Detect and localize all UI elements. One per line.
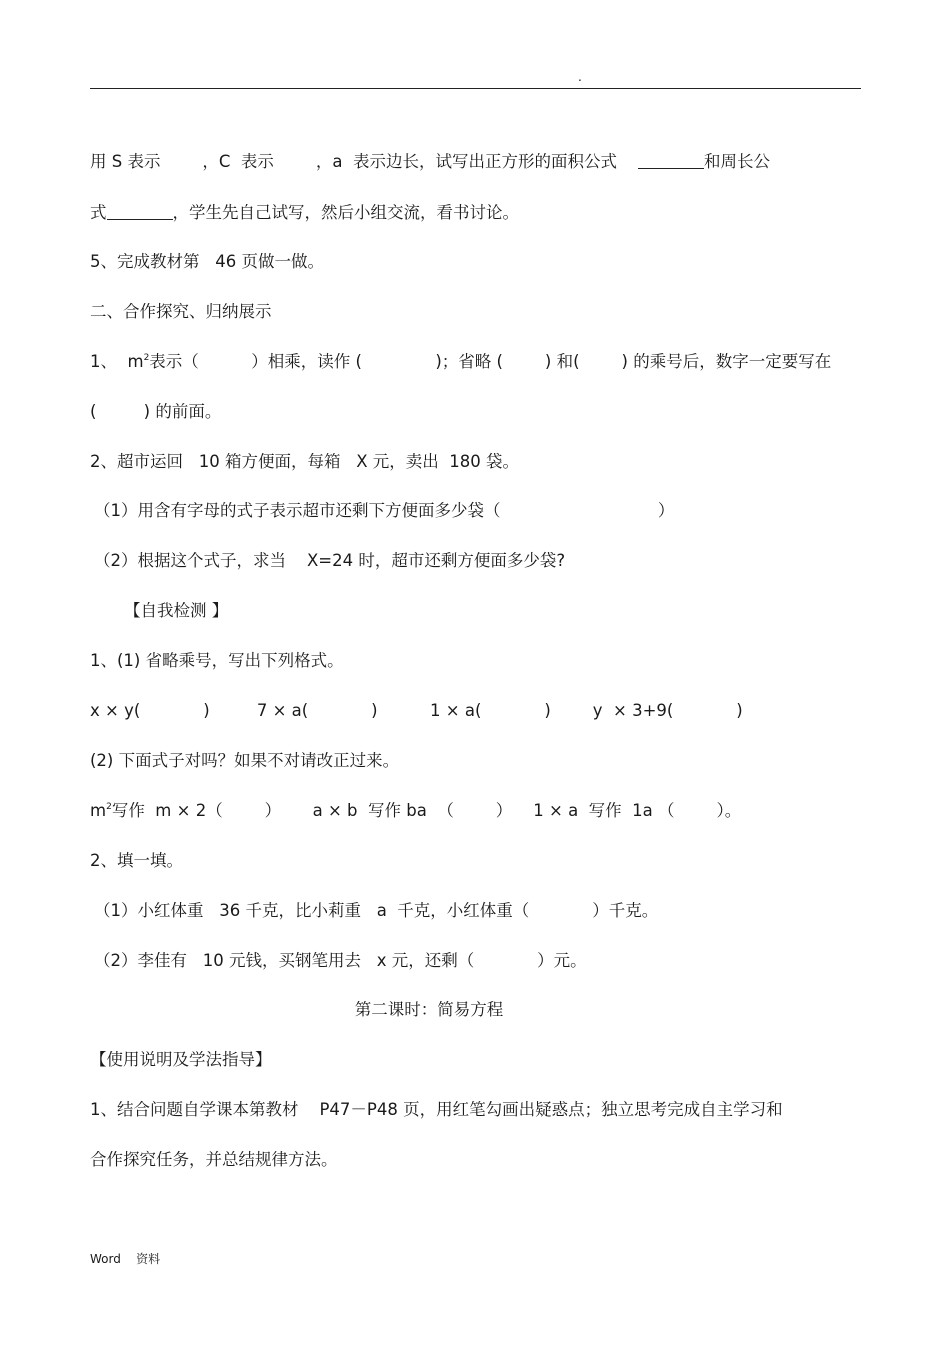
text-segment: 和周长公 <box>703 152 770 171</box>
fill-blank <box>638 152 704 169</box>
text-line: （2）李佳有 10 元钱，买钢笔用去 x 元，还剩（ ）元。 <box>94 951 587 970</box>
section-heading: 二、合作探究、归纳展示 <box>90 302 272 321</box>
header-rule <box>90 88 861 89</box>
text-line: 1、结合问题自学课本第教材 P47－P48 页，用红笔勾画出疑惑点；独立思考完成自主学习和 <box>90 1100 783 1119</box>
text-line <box>90 352 831 372</box>
text-line: (2) 下面式子对吗？如果不对请改正过来。 <box>90 751 400 770</box>
footer-label: Word 资料 <box>90 1252 161 1266</box>
header-dot: . <box>578 70 582 84</box>
text-line <box>90 801 741 821</box>
text-segment: 1、 m <box>90 352 144 371</box>
text-line <box>90 203 519 223</box>
text-line: 2、超市运回 10 箱方便面，每箱 X 元，卖出 180 袋。 <box>90 452 519 471</box>
text-line: x × y( ) 7 × a( ) 1 × a( ) y × 3+9( ) <box>90 701 743 720</box>
text-line: （1）用含有字母的式子表示超市还剩下方便面多少袋（ ） <box>94 501 675 520</box>
text-segment: 用 S 表示 ，C 表示 ，a 表示边长，试写出正方形的面积公式 <box>90 152 638 171</box>
text-line: （2）根据这个式子，求当 X=24 时，超市还剩方便面多少袋? <box>94 551 566 570</box>
text-line: （1）小红体重 36 千克，比小莉重 a 千克，小红体重（ ）千克。 <box>94 901 659 920</box>
text-line: 合作探究任务，并总结规律方法。 <box>90 1150 338 1169</box>
text-segment: 表示（ ）相乘，读作 ( )；省略 ( ) 和( ) 的乘号后，数字一定要写在 <box>149 352 832 371</box>
superscript: 2 <box>143 353 150 363</box>
text-line: 5、完成教材第 46 页做一做。 <box>90 252 324 271</box>
superscript: 2 <box>106 802 112 812</box>
lesson-title: 第二课时：简易方程 <box>354 1000 504 1019</box>
text-line <box>90 152 770 172</box>
section-heading: 【自我检测 】 <box>124 601 229 620</box>
fill-blank <box>107 203 173 220</box>
text-segment: 式 <box>90 203 107 222</box>
text-line: 1、(1) 省略乘号，写出下列格式。 <box>90 651 344 670</box>
text-segment: m <box>90 801 107 820</box>
section-heading: 【使用说明及学法指导】 <box>90 1050 272 1069</box>
text-line: 2、填一填。 <box>90 851 183 870</box>
text-segment: 写作 m × 2（ ） a × b 写作 ba （ ） 1 × a 写作 1a （ ）。 <box>111 801 742 820</box>
text-line: ( ) 的前面。 <box>90 402 222 421</box>
text-segment: ，学生先自己试写，然后小组交流，看书讨论。 <box>172 203 519 222</box>
